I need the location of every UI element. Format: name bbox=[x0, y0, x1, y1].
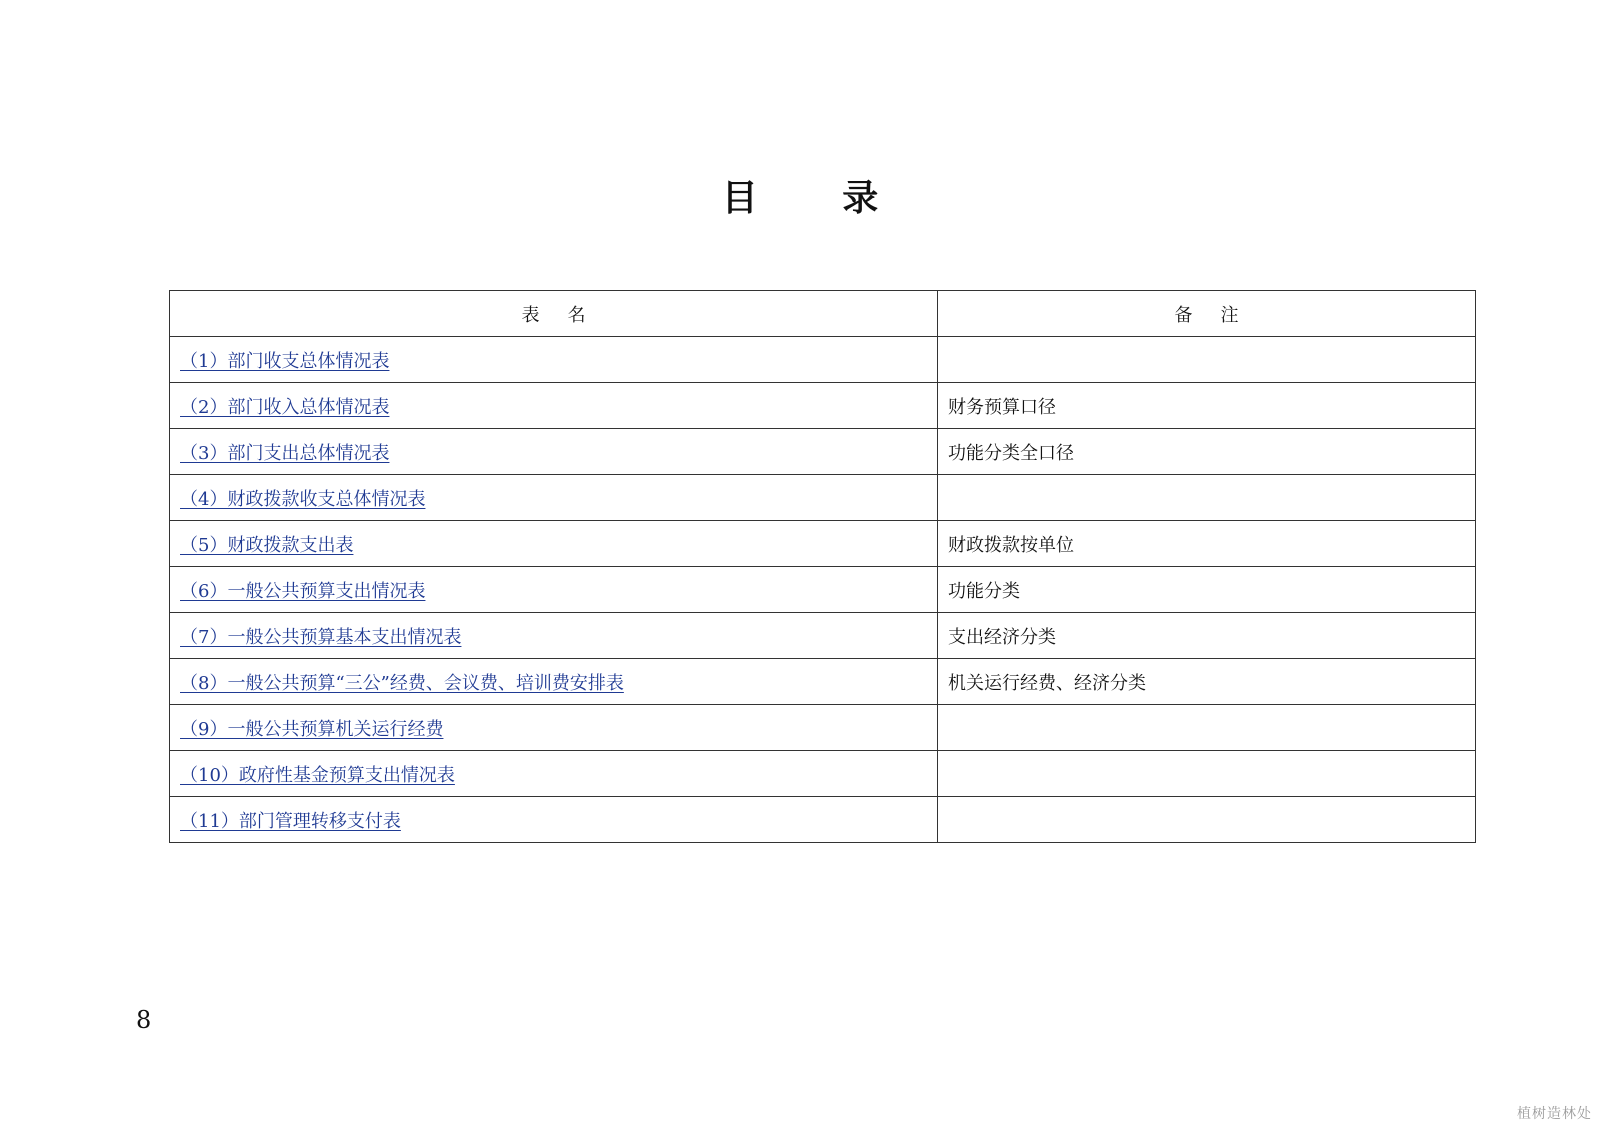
toc-link-4[interactable]: （4）财政拨款收支总体情况表 bbox=[180, 488, 426, 510]
table-header-row bbox=[170, 291, 1476, 337]
toc-link-2[interactable]: （2）部门收入总体情况表 bbox=[180, 396, 390, 418]
row-name-cell bbox=[170, 475, 938, 521]
row-name-cell bbox=[170, 567, 938, 613]
table-row bbox=[170, 567, 1476, 613]
toc-link-6[interactable]: （6）一般公共预算支出情况表 bbox=[180, 580, 426, 602]
table-row bbox=[170, 751, 1476, 797]
table-row bbox=[170, 429, 1476, 475]
row-note-cell bbox=[938, 383, 1476, 429]
toc-link-1[interactable]: （1）部门收支总体情况表 bbox=[180, 350, 390, 372]
table-row bbox=[170, 797, 1476, 843]
header-table-name: 表名 bbox=[170, 291, 938, 337]
note-text: 财务预算口径 bbox=[948, 396, 1056, 418]
row-note-cell bbox=[938, 475, 1476, 521]
note-text: 功能分类 bbox=[948, 580, 1020, 602]
row-note-cell bbox=[938, 567, 1476, 613]
watermark: 植树造林处 bbox=[1517, 1106, 1592, 1122]
row-name-cell bbox=[170, 521, 938, 567]
row-name-cell bbox=[170, 659, 938, 705]
toc-link-3[interactable]: （3）部门支出总体情况表 bbox=[180, 442, 390, 464]
table-row bbox=[170, 383, 1476, 429]
row-note-cell bbox=[938, 797, 1476, 843]
row-note-cell bbox=[938, 613, 1476, 659]
row-name-cell bbox=[170, 613, 938, 659]
page-number: 8 bbox=[136, 1006, 152, 1034]
row-note-cell bbox=[938, 429, 1476, 475]
toc-link-7[interactable]: （7）一般公共预算基本支出情况表 bbox=[180, 626, 462, 648]
note-text: 功能分类全口径 bbox=[948, 442, 1074, 464]
row-note-cell bbox=[938, 705, 1476, 751]
table-row bbox=[170, 475, 1476, 521]
row-name-cell bbox=[170, 429, 938, 475]
header-note: 备注 bbox=[938, 291, 1476, 337]
row-note-cell bbox=[938, 337, 1476, 383]
table-row bbox=[170, 659, 1476, 705]
toc-table bbox=[169, 290, 1476, 843]
table-row bbox=[170, 521, 1476, 567]
table-row bbox=[170, 705, 1476, 751]
row-note-cell bbox=[938, 659, 1476, 705]
row-name-cell bbox=[170, 383, 938, 429]
row-name-cell bbox=[170, 797, 938, 843]
page-title: 目 录 bbox=[721, 177, 915, 219]
note-text: 机关运行经费、经济分类 bbox=[948, 672, 1146, 694]
row-name-cell bbox=[170, 337, 938, 383]
row-note-cell bbox=[938, 751, 1476, 797]
row-note-cell bbox=[938, 521, 1476, 567]
toc-link-5[interactable]: （5）财政拨款支出表 bbox=[180, 534, 354, 556]
toc-link-11[interactable]: （11）部门管理转移支付表 bbox=[180, 810, 401, 832]
note-text: 财政拨款按单位 bbox=[948, 534, 1074, 556]
note-text: 支出经济分类 bbox=[948, 626, 1056, 648]
table-row bbox=[170, 613, 1476, 659]
row-name-cell bbox=[170, 751, 938, 797]
toc-link-10[interactable]: （10）政府性基金预算支出情况表 bbox=[180, 764, 455, 786]
table-row bbox=[170, 337, 1476, 383]
toc-link-9[interactable]: （9）一般公共预算机关运行经费 bbox=[180, 718, 444, 740]
toc-link-8[interactable]: （8）一般公共预算“三公”经费、会议费、培训费安排表 bbox=[180, 672, 624, 694]
row-name-cell bbox=[170, 705, 938, 751]
